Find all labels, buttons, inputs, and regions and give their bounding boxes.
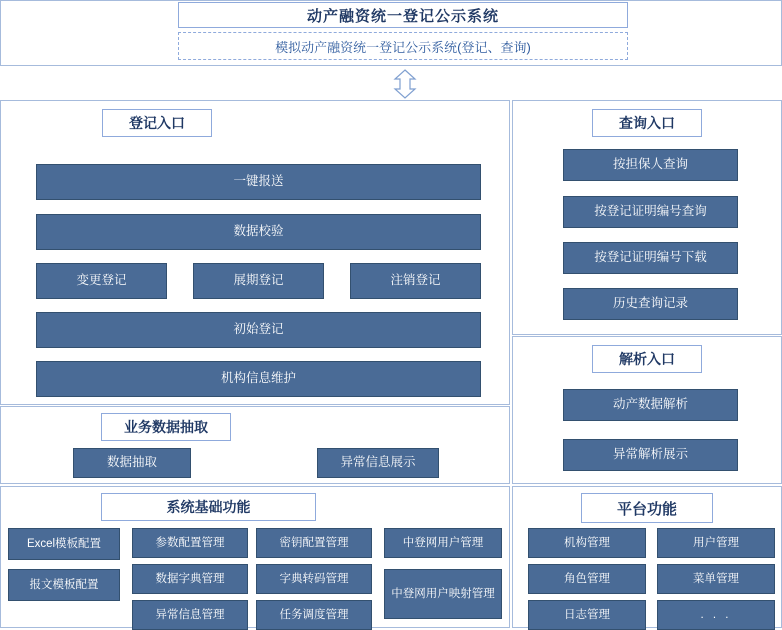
platform-item-menu-manage[interactable]: 菜单管理 <box>657 564 775 594</box>
basic-item-excel-template-config[interactable]: Excel模板配置 <box>8 528 120 560</box>
system-title: 动产融资统一登记公示系统 <box>178 2 628 28</box>
system-subtitle: 模拟动产融资统一登记公示系统(登记、查询) <box>178 32 628 60</box>
platform-item-more[interactable]: . . . <box>657 600 775 630</box>
platform-function-title: 平台功能 <box>581 493 713 523</box>
data-extract-title: 业务数据抽取 <box>101 413 231 441</box>
register-entry-title: 登记入口 <box>102 109 212 137</box>
up-down-arrow-icon <box>392 69 418 99</box>
parse-entry-title: 解析入口 <box>592 345 702 373</box>
system-basic-title: 系统基础功能 <box>101 493 316 521</box>
query-entry-title: 查询入口 <box>592 109 702 137</box>
register-item-one-key-report[interactable]: 一键报送 <box>36 164 481 200</box>
basic-item-data-dictionary[interactable]: 数据字典管理 <box>132 564 248 594</box>
basic-item-task-schedule[interactable]: 任务调度管理 <box>256 600 372 630</box>
basic-item-dictionary-transcode[interactable]: 字典转码管理 <box>256 564 372 594</box>
basic-item-message-template-config[interactable]: 报文模板配置 <box>8 569 120 601</box>
basic-item-key-config[interactable]: 密钥配置管理 <box>256 528 372 558</box>
basic-item-exception-manage[interactable]: 异常信息管理 <box>132 600 248 630</box>
extract-item-exception-display[interactable]: 异常信息展示 <box>317 448 439 478</box>
basic-item-zhongdeng-user-manage[interactable]: 中登网用户管理 <box>384 528 502 558</box>
data-extract-panel <box>0 406 510 484</box>
basic-item-zhongdeng-user-mapping[interactable]: 中登网用户映射管理 <box>384 569 502 619</box>
platform-item-org-manage[interactable]: 机构管理 <box>528 528 646 558</box>
register-item-extension[interactable]: 展期登记 <box>193 263 324 299</box>
query-item-by-guarantor[interactable]: 按担保人查询 <box>563 149 738 181</box>
query-item-history[interactable]: 历史查询记录 <box>563 288 738 320</box>
query-entry-panel <box>512 100 782 335</box>
basic-item-param-config[interactable]: 参数配置管理 <box>132 528 248 558</box>
platform-item-role-manage[interactable]: 角色管理 <box>528 564 646 594</box>
extract-item-data-extract[interactable]: 数据抽取 <box>73 448 191 478</box>
register-item-initial[interactable]: 初始登记 <box>36 312 481 348</box>
register-item-org-info-maintain[interactable]: 机构信息维护 <box>36 361 481 397</box>
parse-item-exception-parse-display[interactable]: 异常解析展示 <box>563 439 738 471</box>
parse-item-chattel-data-parse[interactable]: 动产数据解析 <box>563 389 738 421</box>
query-item-by-cert-no[interactable]: 按登记证明编号查询 <box>563 196 738 228</box>
platform-function-panel <box>512 486 782 628</box>
register-item-change[interactable]: 变更登记 <box>36 263 167 299</box>
register-entry-panel <box>0 100 510 405</box>
query-item-download-by-cert-no[interactable]: 按登记证明编号下载 <box>563 242 738 274</box>
system-basic-panel <box>0 486 510 628</box>
platform-item-user-manage[interactable]: 用户管理 <box>657 528 775 558</box>
register-item-cancel[interactable]: 注销登记 <box>350 263 481 299</box>
parse-entry-panel <box>512 336 782 484</box>
platform-item-log-manage[interactable]: 日志管理 <box>528 600 646 630</box>
register-item-data-validation[interactable]: 数据校验 <box>36 214 481 250</box>
